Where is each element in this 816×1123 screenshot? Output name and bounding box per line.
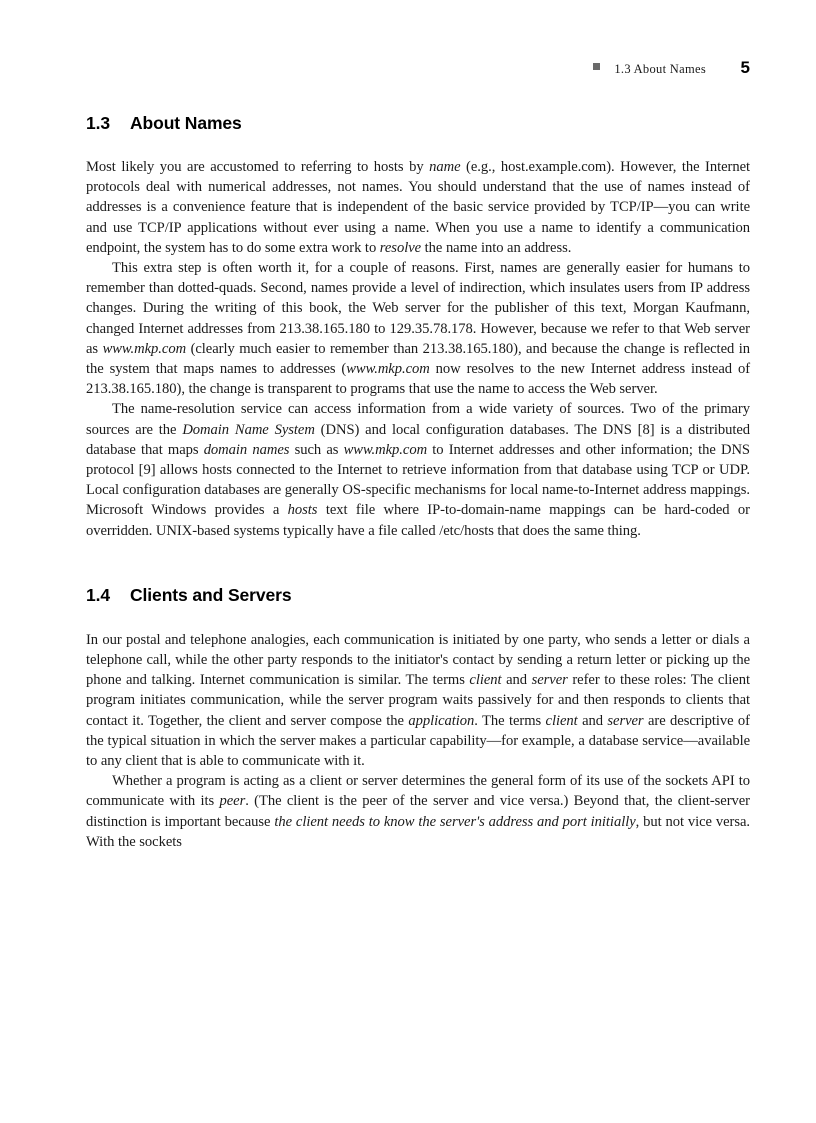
- emphasis-text: server: [531, 672, 568, 689]
- emphasis-text: Domain Name System: [182, 421, 315, 438]
- emphasis-text: name: [429, 159, 461, 175]
- emphasis-text: the client needs to know the server's address and port initially: [274, 813, 636, 830]
- paragraph-text: and: [501, 672, 532, 689]
- emphasis-text: hosts: [287, 502, 318, 519]
- paragraph-text: such as: [289, 441, 344, 458]
- paragraph-text: now resolves to the new Internet address instead of 213.38.165.180), the change is transparent to programs that use the name to access the Web server.: [86, 361, 750, 398]
- paragraph-text: This extra step is often worth it, for a couple of reasons. First, names are generally easier for humans to remember than dotted-quads. Second, names provide a level of indirection, which insulates users from IP address changes. During the writing of this book, the Web server for the publisher of this text, Morgan Kaufmann, changed Internet addresses from 213.38.165.180 to 129.35.78.178. However, because we refer to that Web server as: [86, 260, 750, 357]
- paragraph-text: . (The client is the peer of the server and vice versa.) Beyond that, the client-server distinction is important because: [86, 793, 750, 830]
- emphasis-text: www.mkp.com: [102, 340, 187, 357]
- body-paragraph: [86, 258, 750, 399]
- paragraph-text: In our postal and telephone analogies, each communication is initiated by one party, who sends a letter or dials a telephone call, while the other party responds to the initiator's contact by sending a return letter or picking up the phone and talking. Internet communication is similar. The terms: [86, 631, 750, 689]
- section-number: 1.4: [86, 584, 111, 605]
- body-paragraph: [86, 771, 750, 852]
- section-heading-block: [86, 585, 750, 606]
- section-heading: [86, 113, 750, 134]
- body-paragraph: [86, 399, 750, 540]
- section-title: Clients and Servers: [130, 584, 292, 605]
- emphasis-text: application: [408, 712, 475, 729]
- emphasis-text: www.mkp.com: [343, 441, 428, 458]
- paragraph-text: refer to these roles: The client program initiates communication, while the server program waits passively for and then responds to clients that contact it. Together, the client and server compose the: [86, 672, 750, 729]
- paragraph-text: (DNS) and local configuration databases. The DNS [8] is a distributed database that maps: [86, 421, 750, 458]
- paragraph-text: The name-resolution service can access information from a wide variety of sources. Two of the primary sources are the: [86, 401, 750, 438]
- paragraph-text: (clearly much easier to remember than 213.38.165.180), and because the change is reflected in the system that maps names to addresses (: [86, 340, 750, 378]
- paragraph-text: the name into an address.: [421, 239, 572, 256]
- emphasis-text: domain names: [203, 441, 290, 458]
- page-content: [86, 113, 750, 852]
- paragraph-text: Most likely you are accustomed to referring to hosts by: [86, 159, 430, 175]
- emphasis-text: client: [469, 672, 502, 689]
- paragraph-text: are descriptive of the typical situation in which the server makes a particular capability—for example, a database service—available to any client that is able to communicate with it.: [86, 712, 750, 770]
- section-heading: [86, 585, 750, 606]
- section-title: About Names: [130, 113, 242, 133]
- paragraph-text: Whether a program is acting as a client or server determines the general form of its use of the sockets API to communicate with its: [86, 773, 750, 810]
- emphasis-text: resolve: [379, 239, 422, 256]
- emphasis-text: client: [545, 712, 578, 729]
- sections-container: [86, 113, 750, 852]
- paragraph-text: to Internet addresses and other information; the DNS protocol [9] allows hosts connected to the Internet to retrieve information from that database using TCP or UDP. Local configuration databases are generally OS-specific mechanisms for local name-to-Internet address mappings. Microsoft Windows provides a: [86, 441, 751, 519]
- running-header-section-ref: 1.3 About Names: [614, 62, 706, 76]
- emphasis-text: peer: [219, 793, 246, 810]
- paragraph-text: . The terms: [474, 712, 546, 729]
- paragraph-text: and: [577, 712, 608, 729]
- emphasis-text: server: [607, 712, 644, 729]
- paragraph-text: text file where IP-to-domain-name mappings can be hard-coded or overridden. UNIX-based systems typically have a file called /etc/hosts that does the same thing.: [86, 502, 750, 539]
- section-heading-block: [86, 113, 750, 134]
- section-number: 1.3: [86, 113, 111, 133]
- running-header: [86, 58, 750, 80]
- paragraph-text: , but not vice versa. With the sockets: [86, 813, 750, 850]
- square-bullet-icon: [593, 63, 600, 70]
- page-number: 5: [740, 58, 750, 77]
- body-paragraph: [86, 630, 750, 771]
- body-paragraph: [86, 157, 750, 258]
- emphasis-text: www.mkp.com: [346, 361, 430, 378]
- paragraph-text: (e.g., host.example.com). However, the Internet protocols deal with numerical addresses, not names. You should understand that the use of names instead of addresses is a convenience feature that is independent of the basic service provided by TCP/IP—you can write and use TCP/IP applications without ever using a name. When you use a name to identify a communication endpoint, the system has to do some extra work to: [86, 159, 750, 256]
